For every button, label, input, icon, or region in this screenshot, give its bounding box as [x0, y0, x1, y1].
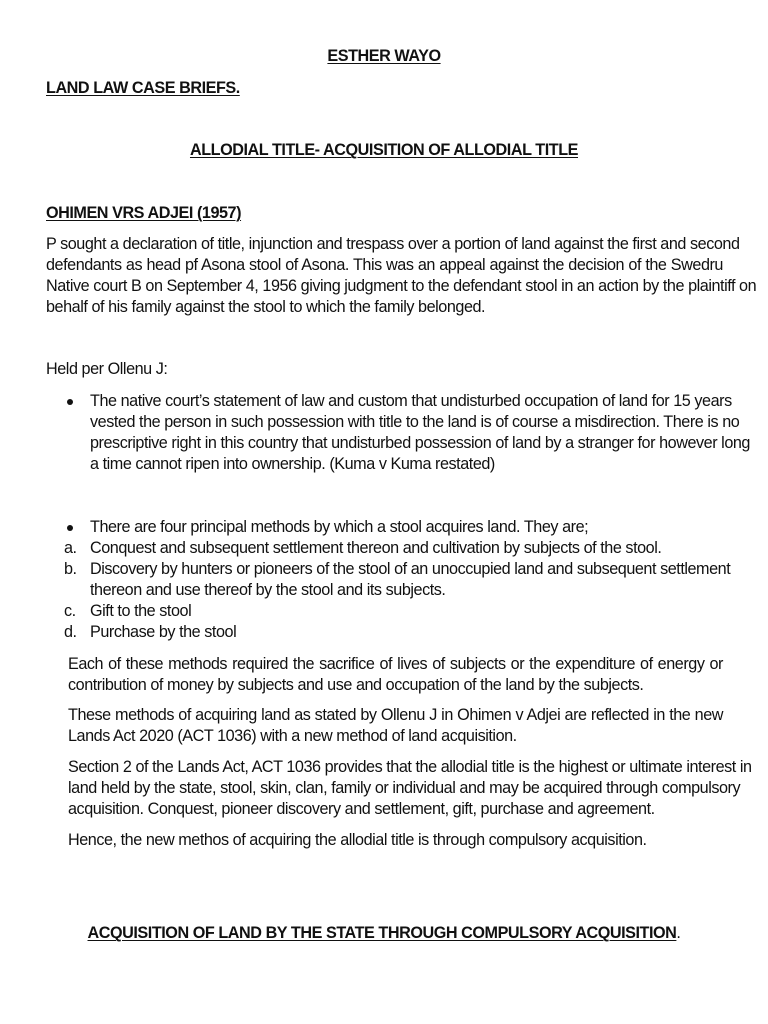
paragraph-line: Lands Act 2020 (ACT 1036) with a new method of land acquisition.: [68, 727, 517, 745]
method-text: [90, 559, 731, 601]
paragraph-line: These methods of acquiring land as stated by Ollenu J in Ohimen v Adjei are reflected in the new: [68, 706, 723, 724]
paragraph-line: Each of these methods required the sacrifice of lives of subjects or the expenditure of energy or: [68, 655, 723, 673]
case-facts-line: behalf of his family against the stool to which the family belonged.: [46, 298, 486, 316]
case-facts-line: defendants as head pf Asona stool of Asona. This was an appeal against the decision of the Swedru: [46, 256, 723, 274]
sacrifice-paragraph: [68, 654, 723, 696]
holding-text: [90, 517, 724, 538]
holding-line: There are four principal methods by which a stool acquires land. They are;: [90, 518, 589, 536]
method-line: Gift to the stool: [90, 602, 192, 620]
method-line: Conquest and subsequent settlement thereon and cultivation by subjects of the stool.: [90, 539, 662, 557]
held-label-text: Held per Ollenu J:: [46, 360, 168, 378]
paragraph-line: acquisition. Conquest, pioneer discovery and settlement, gift, purchase and agreement.: [68, 800, 655, 818]
compulsory-acquisition-heading: [0, 924, 768, 943]
method-line: Discovery by hunters or pioneers of the stool of an unoccupied land and subsequent settlement: [90, 560, 731, 578]
method-text: [90, 601, 724, 622]
method-text: [90, 622, 724, 643]
method-line: thereon and use thereof by the stool and its subjects.: [90, 581, 446, 599]
case-facts-paragraph: [46, 234, 757, 318]
case-facts-line: P sought a declaration of title, injunction and trespass over a portion of land against the first and second: [46, 235, 740, 253]
document-title: LAND LAW CASE BRIEFS.: [46, 79, 240, 97]
case-title: OHIMEN VRS ADJEI (1957): [46, 204, 242, 222]
case-facts-line: Native court B on September 4, 1956 giving judgment to the defendant stool in an action by the plaintiff on: [46, 277, 757, 295]
method-text: [90, 538, 724, 559]
list-marker: c.: [64, 602, 76, 620]
paragraph-line: contribution of money by subjects and use and occupation of the land by the subjects.: [68, 676, 644, 694]
method-line: Purchase by the stool: [90, 623, 237, 641]
lands-act-paragraph: [68, 705, 723, 747]
holding-line: The native court’s statement of law and custom that undisturbed occupation of land for 15 years: [90, 392, 732, 410]
holding-line: a time cannot ripen into ownership. (Kuma v Kuma restated): [90, 455, 495, 473]
compulsory-acquisition-heading-text: ACQUISITION OF LAND BY THE STATE THROUGH COMPULSORY ACQUISITION: [87, 924, 677, 942]
holding-text: [90, 391, 750, 475]
holding-line: vested the person in such possession with title to the land is of course a misdirection. There is no: [90, 413, 740, 431]
paragraph-line: Section 2 of the Lands Act, ACT 1036 provides that the allodial title is the highest or ultimate interest in: [68, 758, 752, 776]
author-name: ESTHER WAYO: [327, 47, 441, 65]
bullet-dot-icon: [67, 399, 73, 405]
section-title: ALLODIAL TITLE- ACQUISITION OF ALLODIAL TITLE: [189, 141, 578, 159]
holding-line: prescriptive right in this country that undisturbed possession of land by a stranger for however long: [90, 434, 750, 452]
bullet-dot-icon: [67, 525, 73, 531]
list-marker: d.: [64, 623, 77, 641]
paragraph-line: Hence, the new methos of acquiring the allodial title is through compulsory acquisition.: [68, 831, 647, 849]
conclusion-paragraph: [68, 830, 723, 851]
paragraph-line: land held by the state, stool, skin, clan, family or individual and may be acquired through compulsory: [68, 779, 741, 797]
heading-trailing-period: .: [676, 924, 681, 942]
list-marker: b.: [64, 560, 77, 578]
list-marker: a.: [64, 539, 77, 557]
section-2-paragraph: [68, 757, 752, 820]
held-label: [46, 359, 723, 380]
